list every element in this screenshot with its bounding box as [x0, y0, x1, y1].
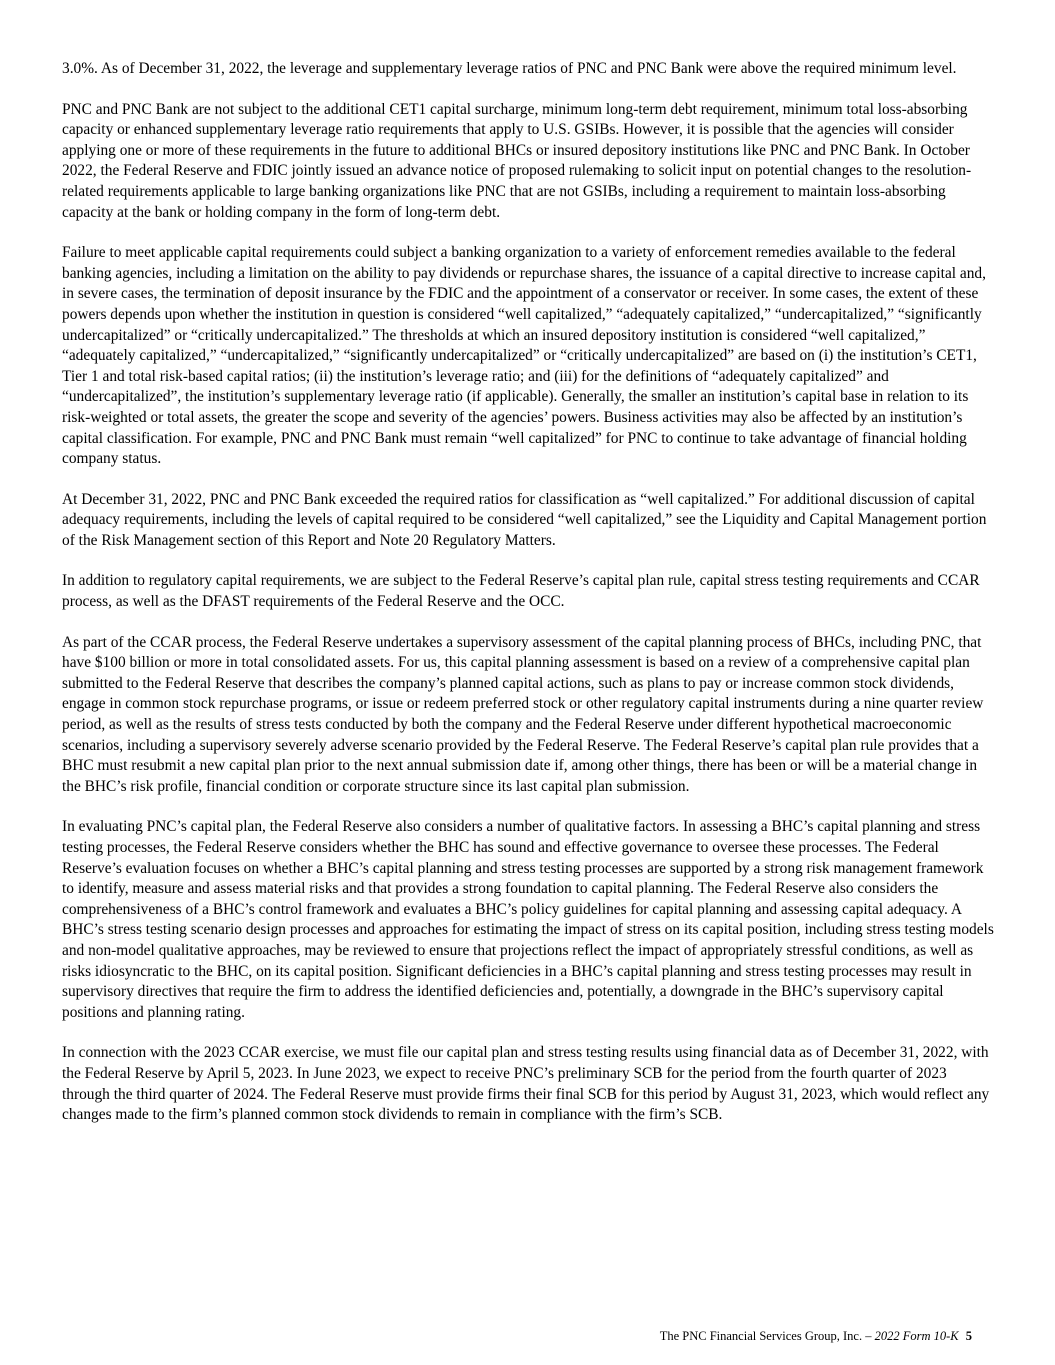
page-footer — [660, 1328, 972, 1344]
paragraph-gsib-requirements: PNC and PNC Bank are not subject to the additional CET1 capital surcharge, minimum long-term debt requirement, minimum total loss-absorbing capacity or enhanced supplementary leverage ratio requirements that apply to U.S. GSIBs. However, it is possible that the agencies will consider applying one or more of these requirements in the future to additional BHCs or insured depository institutions like PNC and PNC Bank. In October 2022, the Federal Reserve and FDIC jointly issued an advance notice of proposed rulemaking to solicit input on potential changes to the resolution-related requirements applicable to large banking organizations like PNC that are not GSIBs, including a requirement to maintain loss-absorbing capacity at the bank or holding company in the form of long-term debt. — [62, 100, 972, 221]
paragraph-ccar-process: As part of the CCAR process, the Federal Reserve undertakes a supervisory assessment of the capital planning process of BHCs, including PNC, that have $100 billion or more in total consolidated assets. For us, this capital planning assessment is based on a review of a comprehensive capital plan submitted to the Federal Reserve that describes the company’s planned capital actions, such as plans to pay or increase common stock dividends, engage in common stock repurchase programs, or issue or redeem preferred stock or other regulatory capital instruments during a nine quarter review period, as well as the results of stress tests conducted by both the company and the Federal Reserve under different hypothetical macroeconomic scenarios, including a supervisory severely adverse scenario provided by the Federal Reserve. The Federal Reserve’s capital plan rule provides that a BHC must resubmit a new capital plan prior to the next annual submission date if, among other things, there has been or will be a material change in the BHC’s risk profile, financial condition or corporate structure since its last capital plan submission. — [62, 633, 984, 795]
document-body — [62, 59, 996, 1146]
footer-company: The PNC Financial Services Group, Inc. – — [659, 1329, 872, 1343]
paragraph-enforcement-remedies: Failure to meet applicable capital requirements could subject a banking organization to a variety of enforcement remedies available to the federal banking agencies, including a limitation on the ability to pay dividends or repurchase shares, the issuance of a capital directive to increase capital and, in severe cases, the termination of deposit insurance by the FDIC and the appointment of a conservator or receiver. In some cases, the extent of these powers depends upon whether the institution in question is considered “well capitalized,” “adequately capitalized,” “undercapitalized,” “significantly undercapitalized” or “critically undercapitalized.” The thresholds at which an insured depository institution is considered “well capitalized,” “adequately capitalized,” “undercapitalized,” “significantly undercapitalized” or “critically undercapitalized” are based on (i) the institution’s CET1, Tier 1 and total risk-based capital ratios; (ii) the institution’s leverage ratio; and (iii) for the definitions of “adequately capitalized” and “undercapitalized”, the institution’s supplementary leverage ratio (if applicable). Generally, the smaller an institution’s capital base in relation to its risk-weighted or total assets, the greater the scope and severity of the agencies’ powers. Business activities may also be affected by an institution’s capital classification. For example, PNC and PNC Bank must remain “well capitalized” for PNC to continue to take advantage of financial holding company status. — [62, 244, 986, 468]
paragraph-leverage-ratios: 3.0%. As of December 31, 2022, the leverage and supplementary leverage ratios of PNC and PNC Bank were above the required minimum level. — [62, 60, 957, 77]
paragraph-well-capitalized: At December 31, 2022, PNC and PNC Bank exceeded the required ratios for classification as “well capitalized.” For additional discussion of capital adequacy requirements, including the levels of capital required to be considered “well capitalized,” see the Liquidity and Capital Management portion of the Risk Management section of this Report and Note 20 Regulatory Matters. — [62, 490, 987, 549]
footer-form: 2022 Form 10-K — [874, 1329, 959, 1343]
paragraph-capital-plan-rule: In addition to regulatory capital requirements, we are subject to the Federal Reserve’s capital plan rule, capital stress testing requirements and CCAR process, as well as the DFAST requirements of the Federal Reserve and the OCC. — [62, 572, 980, 611]
paragraph-2023-ccar: In connection with the 2023 CCAR exercise, we must file our capital plan and stress testing results using financial data as of December 31, 2022, with the Federal Reserve by April 5, 2023. In June 2023, we expect to receive PNC’s preliminary SCB for the period from the fourth quarter of 2023 through the third quarter of 2024. The Federal Reserve must provide firms their final SCB for this period by August 31, 2023, which would reflect any changes made to the firm’s planned common stock dividends to remain in compliance with the firm’s SCB. — [62, 1044, 990, 1124]
paragraph-qualitative-factors: In evaluating PNC’s capital plan, the Federal Reserve also considers a number of qualitative factors. In assessing a BHC’s capital planning and stress testing processes, the Federal Reserve considers whether the BHC has sound and effective governance to oversee these processes. The Federal Reserve’s evaluation focuses on whether a BHC’s capital planning and stress testing processes are supported by a strong risk management framework to identify, measure and assess material risks and that provides a strong foundation to capital planning. The Federal Reserve also considers the comprehensiveness of a BHC’s control framework and evaluates a BHC’s policy guidelines for capital planning and assessing capital adequacy. A BHC’s stress testing scenario design processes and approaches for estimating the impact of stress on its capital position, including stress testing models and non-model qualitative approaches, may be reviewed to ensure that projections reflect the impact of appropriately stressful conditions, as well as risks idiosyncratic to the BHC, on its capital position. Significant deficiencies in a BHC’s capital planning and stress testing processes may result in supervisory directives that require the firm to address the identified deficiencies and, potentially, a downgrade in the BHC’s supervisory capital positions and planning rating. — [62, 818, 994, 1021]
page-number: 5 — [965, 1329, 972, 1343]
